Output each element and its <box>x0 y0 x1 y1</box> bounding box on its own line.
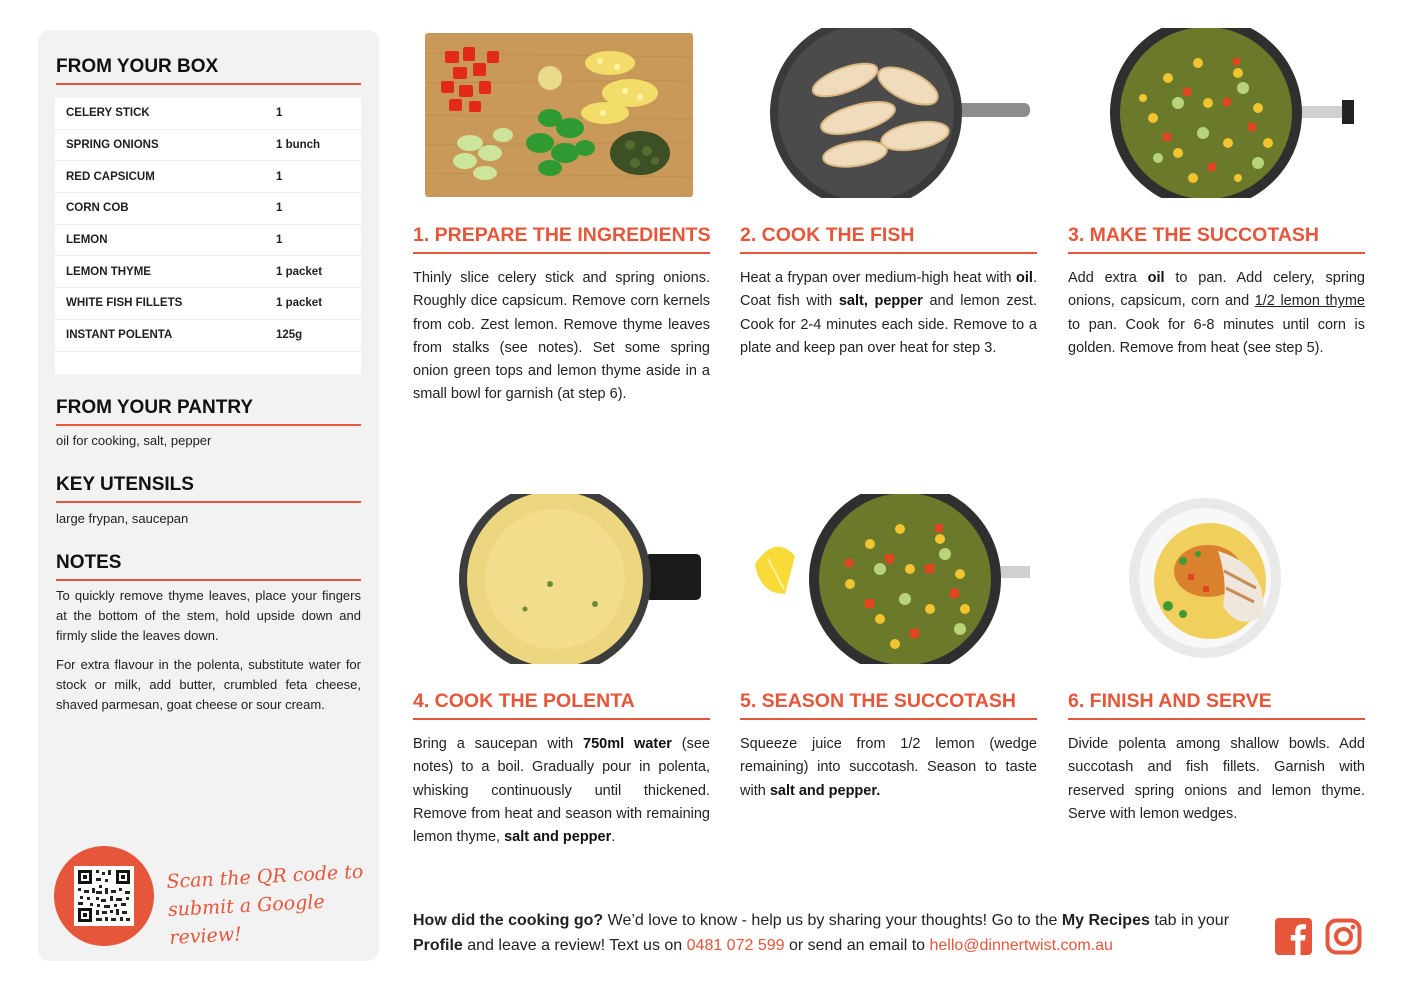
ingredient-qty: 1 <box>276 234 283 247</box>
ingredient-row <box>55 288 361 320</box>
ingredient-qty: 1 <box>276 107 283 120</box>
step-bold-text: salt and pepper <box>504 829 612 846</box>
footer-text: tab in your <box>1149 912 1230 929</box>
step-1-photo <box>425 33 693 197</box>
ingredient-row <box>55 256 361 288</box>
ingredient-qty: 1 packet <box>276 297 323 310</box>
facebook-icon[interactable] <box>1275 918 1312 955</box>
ingredient-name: LEMON THYME <box>66 265 151 278</box>
step-3-photo <box>1108 28 1358 198</box>
footer-bold-text: How did the cooking go? <box>413 912 604 929</box>
ingredient-qty: 1 <box>276 202 283 215</box>
footer-text: or send an email to <box>784 937 930 954</box>
footer-bold-text: My Recipes <box>1061 912 1150 929</box>
qr-cta-line: Scan the QR code to <box>165 860 364 894</box>
step-2-title: 2. COOK THE FISH <box>740 224 1037 254</box>
step-bold-text: 750ml water <box>583 736 672 752</box>
qr-call-to-action <box>166 858 370 952</box>
step-3-instructions <box>1068 267 1365 360</box>
step-text: (see notes) to a boil. Gradually pour in polenta, whisking continuously until thickened. Remove from heat and season with remaining lemon thyme, <box>413 736 710 846</box>
ingredient-name: WHITE FISH FILLETS <box>66 297 183 310</box>
step-4-instructions <box>413 733 710 849</box>
step-3-title: 3. MAKE THE SUCCOTASH <box>1068 224 1365 254</box>
step-text: Divide polenta among shallow bowls. Add succotash and fish fillets. Garnish with reserved spring onions and lemon thyme. Serve with lemon wedges. <box>1068 736 1365 822</box>
step-text: . Coat fish with <box>740 270 1037 310</box>
review-footer <box>413 908 1263 958</box>
step-5-title: 5. SEASON THE SUCCOTASH <box>740 690 1037 720</box>
step-bold-text: oil <box>1147 270 1165 286</box>
ingredient-name: RED CAPSICUM <box>66 170 155 183</box>
qr-badge <box>54 846 154 946</box>
pantry-text: oil for cooking, salt, pepper <box>56 433 212 448</box>
step-6-instructions <box>1068 733 1365 826</box>
ingredient-qty: 125g <box>276 329 303 342</box>
ingredient-qty: 1 <box>276 170 283 183</box>
step-bold-text: oil <box>1016 270 1033 286</box>
ingredient-name: LEMON <box>66 234 108 247</box>
ingredient-name: CELERY STICK <box>66 107 150 120</box>
step-text: Squeeze juice from 1/2 lemon (wedge remaining) into succotash. Season to taste with <box>740 736 1037 799</box>
email-link[interactable]: hello@dinnertwist.com.au <box>929 937 1113 954</box>
step-1-title: 1. PREPARE THE INGREDIENTS <box>413 224 710 254</box>
ingredient-row <box>55 161 361 193</box>
qr-cta-line: submit a Google review! <box>167 890 326 949</box>
footer-text: and leave a review! Text us on <box>462 937 687 954</box>
ingredient-qty: 1 bunch <box>276 139 321 152</box>
step-text: to pan. Add celery, spring onions, capsicum, corn and <box>1068 270 1365 310</box>
footer-text: We’d love to know - help us by sharing your thoughts! Go to the <box>603 912 1062 929</box>
step-2-photo <box>770 28 1032 198</box>
step-text: and lemon zest. Cook for 2-4 minutes each side. Remove to a plate and keep pan over heat for step 3. <box>740 293 1037 356</box>
from-your-pantry-heading: FROM YOUR PANTRY <box>56 397 361 426</box>
footer-bold-text: Profile <box>413 937 463 954</box>
step-bold-text: salt and pepper. <box>769 782 881 799</box>
note-paragraph: To quickly remove thyme leaves, place your fingers at the bottom of the stem, hold upside down and firmly slide the leaves down. <box>56 588 361 643</box>
step-4-photo <box>455 494 705 664</box>
note-paragraph: For extra flavour in the polenta, substitute water for stock or milk, add butter, crumbled feta cheese, shaved parmesan, goat cheese or sour cream. <box>56 657 361 712</box>
step-5-photo <box>750 494 1035 664</box>
notes-heading: NOTES <box>56 552 361 581</box>
ingredients-table <box>55 98 361 374</box>
ingredient-name: SPRING ONIONS <box>66 139 159 152</box>
qr-code-icon[interactable] <box>74 866 134 926</box>
notes-text <box>56 586 361 724</box>
step-text: Heat a frypan over medium-high heat with <box>740 270 1017 286</box>
utensils-text: large frypan, saucepan <box>56 511 189 526</box>
step-text: . <box>611 829 616 846</box>
step-5-instructions <box>740 733 1037 803</box>
ingredient-name: CORN COB <box>66 202 129 215</box>
ingredient-row <box>55 98 361 130</box>
step-bold-text: salt, pepper <box>838 293 923 310</box>
sidebar <box>38 30 379 961</box>
step-underlined-text: 1/2 lemon thyme <box>1254 293 1365 310</box>
step-6-title: 6. FINISH AND SERVE <box>1068 690 1365 720</box>
step-text: Thinly slice celery stick and spring onions. Roughly dice capsicum. Remove corn kernels from cob. Zest lemon. Remove thyme leaves from stalks (see notes). Set some spring onion green tops and lemon thyme aside in a small bowl for garnish (at step 6). <box>413 270 710 403</box>
step-text: to pan. Cook for 6-8 minutes until corn is golden. Remove from heat (see step 5). <box>1068 316 1365 356</box>
step-6-photo <box>1128 496 1283 661</box>
ingredient-qty: 1 packet <box>276 265 323 278</box>
step-4-title: 4. COOK THE POLENTA <box>413 690 710 720</box>
ingredient-name: INSTANT POLENTA <box>66 329 173 342</box>
instagram-icon[interactable] <box>1325 918 1362 955</box>
step-text: Add extra <box>1068 270 1148 286</box>
step-1-instructions <box>413 267 710 407</box>
phone-link[interactable]: 0481 072 599 <box>686 937 785 954</box>
step-2-instructions <box>740 267 1037 360</box>
ingredient-row <box>55 225 361 257</box>
step-text: Bring a saucepan with <box>413 736 584 752</box>
ingredient-row <box>55 320 361 352</box>
ingredient-row <box>55 193 361 225</box>
key-utensils-heading: KEY UTENSILS <box>56 474 361 503</box>
ingredient-row <box>55 130 361 162</box>
from-your-box-heading: FROM YOUR BOX <box>56 56 361 85</box>
